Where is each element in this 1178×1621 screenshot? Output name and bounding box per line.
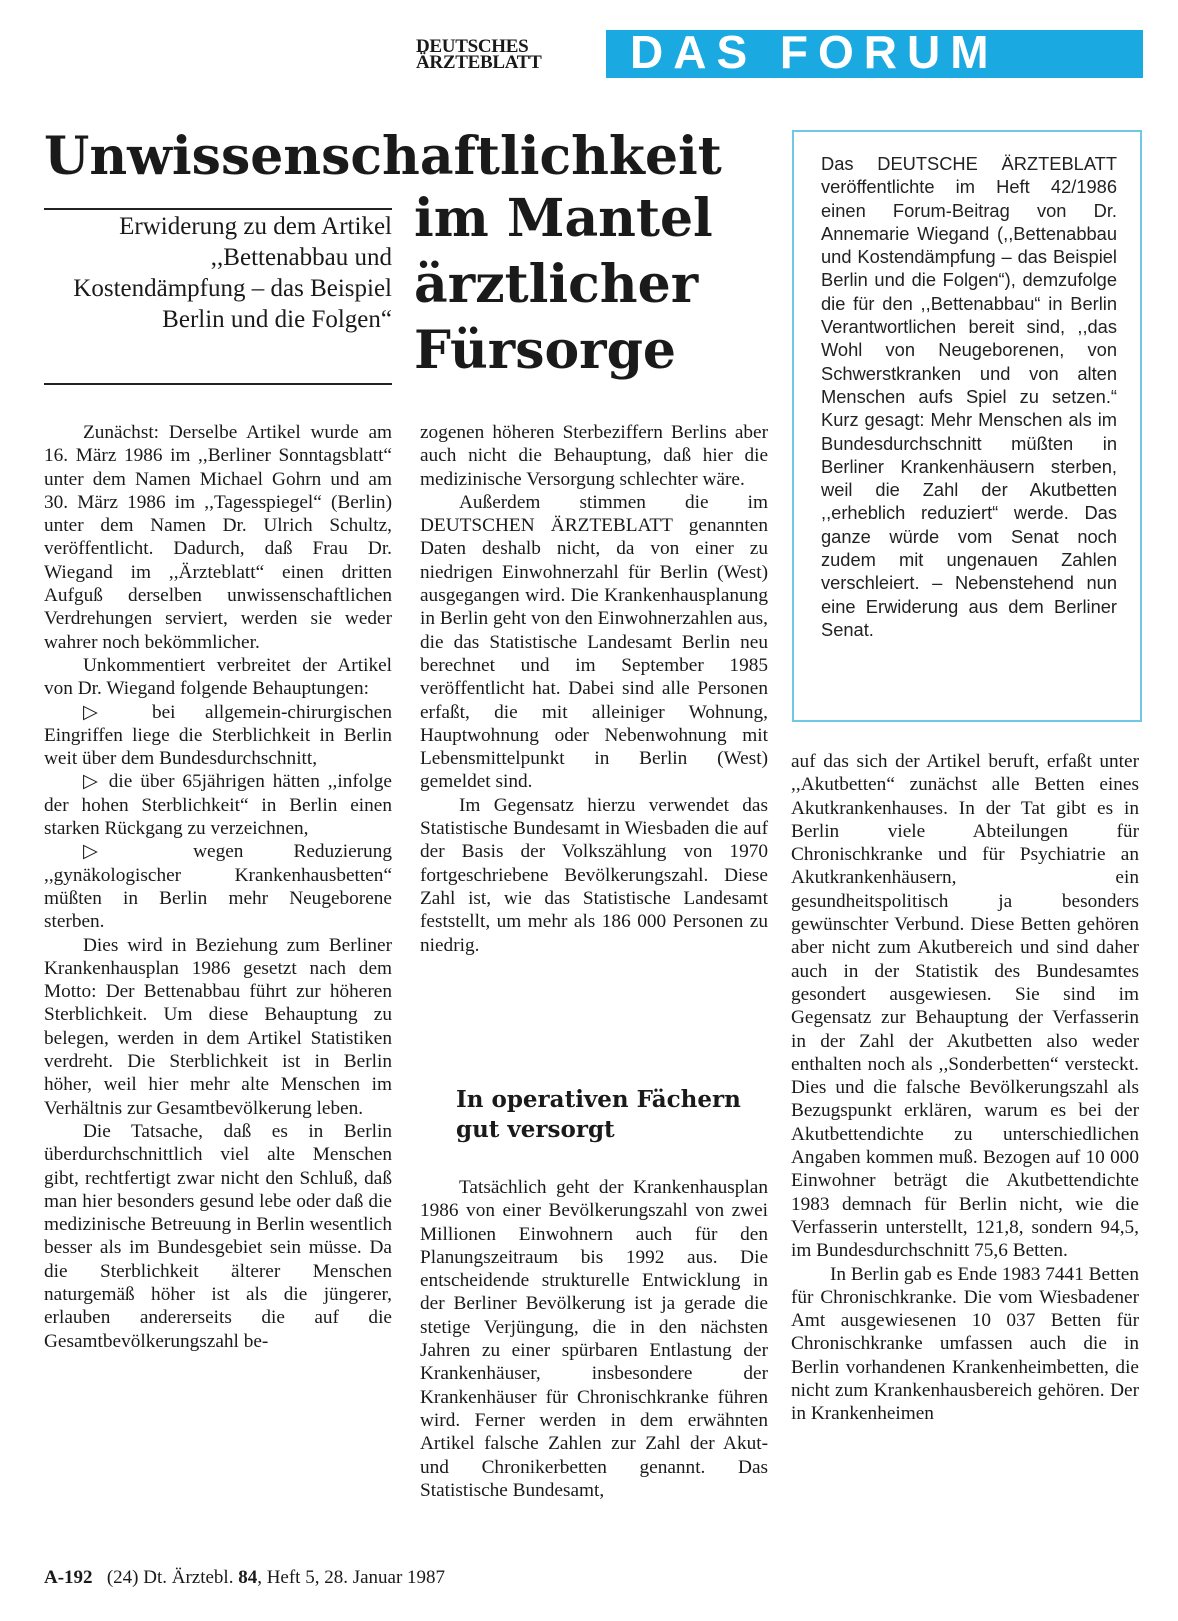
subtitle-rule-bottom xyxy=(44,383,392,385)
article-column-1 xyxy=(44,421,392,1353)
bullet-item: ▷ die über 65jährigen hätten ,,infolge der hohen Sterblichkeit“ in Berlin einen starken Rückgang zu verzeichnen, xyxy=(44,771,392,840)
bullet-item: ▷ wegen Reduzierung ,,gynäkologischer Krankenhausbetten“ müßten in Berlin mehr Neugeborene sterben. xyxy=(44,841,392,933)
article-column-2 xyxy=(420,421,768,957)
masthead-logo xyxy=(416,36,591,73)
paragraph: zogenen höheren Sterbeziffern Berlins aber auch nicht die Behauptung, daß hier die medizinische Versorgung schlechter wäre. xyxy=(420,422,768,490)
paragraph: auf das sich der Artikel beruft, erfaßt unter ,,Akutbetten“ zunächst alle Betten eines Akutkrankenhauses. In der Tat gibt es in Berlin viele Abteilungen für Chronischkranke und für Psychiatrie an Akutkrankenhäusern, ein gesundheitspolitisch ja besonders gewünschter Verbund. Diese Betten gehören aber nicht zum Akutbereich und sind daher auch in der Statistik des Bundesamtes gesondert ausgewiesen. Sie sind im Gegensatz zur Behauptung der Verfasserin in der Zahl der Akutbetten also weder enthalten noch als ,,Sonderbetten“ versteckt. Dies und die falsche Bevölkerungszahl als Bezugspunkt erklären, warum es bei der Akutbettendichte zu unterschiedlichen Angaben kommen muß. Bezogen auf 10 000 Einwohner beträgt die Akutbettendichte 1983 demnach für Berlin nicht, wie die Verfasserin unterstellt, 121,8, sondern 94,5, im Bundesdurchschnitt 75,6 Betten. xyxy=(791,751,1139,1262)
headline-line-1: Unwissenschaftlichkeit xyxy=(44,126,722,187)
article-column-3 xyxy=(791,750,1139,1426)
section-subheading: In operativen Fächern gut versorgt xyxy=(456,1086,741,1143)
masthead-line-1: DEUTSCHES xyxy=(416,36,529,57)
headline-line-3: ärztlicher xyxy=(414,254,699,315)
editorial-note-text: Das DEUTSCHE ÄRZTEBLATT veröffentlichte im Heft 42/1986 einen Forum-Beitrag von Dr. Annemarie Wiegand (,,Bettenabbau und Kostendämpfung – das Beispiel Berlin und die Folgen“), demzufolge die für den ,,Bettenabbau“ in Berlin Verantwortlichen bereit sind, ,,das Wohl von Neugeborenen, von Schwerstkranken und von alten Menschen aufs Spiel zu setzen.“ Kurz gesagt: Mehr Menschen als im Bundesdurchschnitt müßten in Berliner Krankenhäusern sterben, weil die Zahl der Akutbetten ,,erheblich reduziert“ werde. Das ganze würde vom Senat noch zudem mit ungenauen Zahlen verschleiert. – Nebenstehend nun eine Erwiderung aus dem Berliner Senat. xyxy=(821,153,1117,640)
paragraph: Dies wird in Beziehung zum Berliner Krankenhausplan 1986 gesetzt nach dem Motto: Der Bettenabbau führt zur höheren Sterblichkeit. Um diese Behauptung zu belegen, werden in dem Artikel Statistiken verdreht. Die Sterblichkeit ist in Berlin höher, weil hier mehr alte Menschen im Verhältnis zur Gesamtbevölkerung leben. xyxy=(44,934,392,1119)
headline-line-4: Fürsorge xyxy=(414,320,677,381)
subtitle-rule-top xyxy=(44,208,392,210)
paragraph: Außerdem stimmen die im DEUTSCHEN ÄRZTEBLATT genannten Daten deshalb nicht, da von einer zu niedrigen Einwohnerzahl für Berlin (West) ausgegangen wird. Die Krankenhausplanung in Berlin geht von den Einwohnerzahlen aus, die das Statistische Landesamt Berlin neu berechnet und im September 1985 veröffentlicht hat. Dabei sind alle Personen erfaßt, die mit alleiniger Wohnung, Hauptwohnung oder Nebenwohnung mit Lebensmittelpunkt in Berlin (West) gemeldet sind. xyxy=(420,491,768,793)
page-footer xyxy=(44,1567,445,1589)
subtitle: Erwiderung zu dem Artikel ,,Bettenabbau und Kostendämpfung – das Beispiel Berlin und die Folgen“ xyxy=(73,213,392,333)
paragraph: Zunächst: Derselbe Artikel wurde am 16. März 1986 im ,,Berliner Sonntagsblatt“ unter dem Namen Michael Gohrn und am 30. März 1986 im ,,Tagesspiegel“ (Berlin) unter dem Namen Dr. Ulrich Schultz, veröffentlicht. Dadurch, daß Frau Dr. Wiegand im ,,Ärzteblatt“ einen dritten Aufguß derselben unwissenschaftlichen Verdrehungen serviert, werden sie weder wahrer noch bekömmlicher. xyxy=(44,422,392,653)
paragraph: Tatsächlich geht der Krankenhausplan 1986 von einer Bevölkerungszahl von zwei Millionen Einwohnern auch für den Planungszeitraum bis 1992 aus. Die entscheidende strukturelle Entwicklung in der Berliner Bevölkerung ist ja gerade die stetige Verjüngung, die in den nächsten Jahren zu einer spürbaren Entlastung der Krankenhäuser, insbesondere der Krankenhäuser für Chronischkranke führen wird. Ferner werden in dem erwähnten Artikel falsche Zahlen zur Zahl der Akut- und Chronikerbetten genannt. Das Statistische Bundesamt, xyxy=(420,1177,768,1501)
section-label: DAS FORUM xyxy=(630,26,999,78)
article-column-2-continued xyxy=(420,1176,768,1502)
bullet-item: ▷ bei allgemein-chirurgischen Eingriffen liege die Sterblichkeit in Berlin weit über dem Bundesdurchschnitt, xyxy=(44,701,392,770)
paragraph: Unkommentiert verbreitet der Artikel von Dr. Wiegand folgende Behauptungen: xyxy=(44,654,392,700)
citation-prefix: (24) Dt. Ärztebl. xyxy=(106,1567,234,1588)
page-number: A-192 xyxy=(44,1567,93,1588)
citation-volume: 84 xyxy=(238,1567,258,1588)
paragraph: In Berlin gab es Ende 1983 7441 Betten für Chronischkranke. Die vom Wiesbadener Amt ausgewiesenen 10 037 Betten für Chronischkranke umfassen auch die in Berlin vorhandenen Krankenheimbetten, die nicht zum Krankenhausbereich gehören. Der in Krankenheimen xyxy=(791,1263,1139,1425)
citation-suffix: , Heft 5, 28. Januar 1987 xyxy=(257,1567,446,1588)
headline-line-2: im Mantel xyxy=(414,188,713,249)
paragraph: Die Tatsache, daß es in Berlin überdurchschnittlich viel alte Menschen gibt, rechtfertigt zwar nicht den Schluß, daß man hier besonders gesund lebe oder daß die medizinische Betreuung in Berlin wesentlich besser als im Bundesgebiet sein müsse. Da die Sterblichkeit älterer Menschen naturgemäß höher ist als die jüngerer, erlauben andererseits die auf die Gesamtbevölkerungszahl be- xyxy=(44,1120,392,1352)
paragraph: Im Gegensatz hierzu verwendet das Statistische Bundesamt in Wiesbaden die auf der Basis der Volkszählung von 1970 fortgeschriebene Bevölkerungszahl. Diese Zahl ist, wie das Statistische Landesamt feststellt, um mehr als 186 000 Personen zu niedrig. xyxy=(420,794,768,956)
masthead-line-2: ÄRZTEBLATT xyxy=(416,52,542,73)
